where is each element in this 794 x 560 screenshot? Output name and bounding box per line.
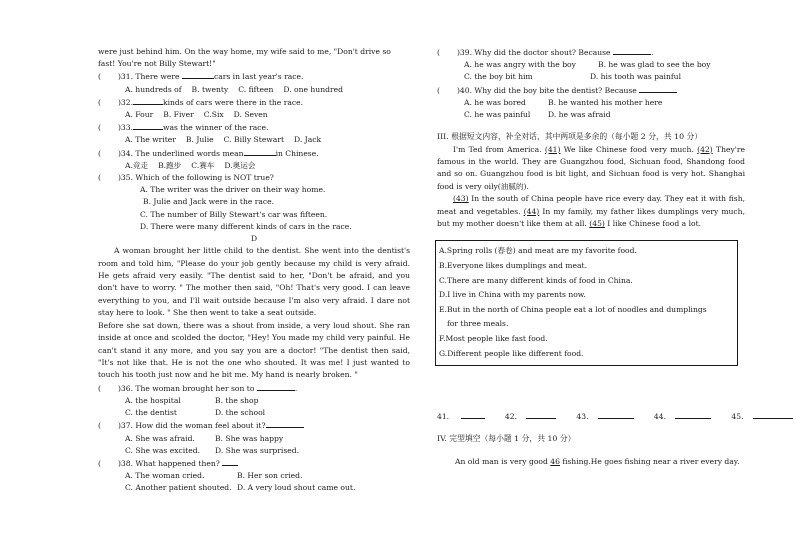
answer-blank[interactable] xyxy=(613,46,651,55)
answer-45-label: 45. xyxy=(731,412,744,422)
q40-options-row1 xyxy=(437,97,745,109)
option-a[interactable]: A. The writer xyxy=(125,135,176,145)
question-36: ( )36. The woman brought her son to . xyxy=(98,383,298,393)
passage-letter: D xyxy=(250,234,258,244)
answer-blank[interactable] xyxy=(133,121,163,130)
option-c[interactable]: C. Billy Stewart xyxy=(223,135,285,145)
blank-43[interactable]: (43) xyxy=(453,194,469,204)
question-35: ( )35. Which of the following is NOT true? xyxy=(98,173,274,183)
option-a[interactable]: A. The woman cried. xyxy=(125,471,205,481)
option-a[interactable]: A. he was bored xyxy=(464,97,526,107)
option-a[interactable]: A. hundreds of xyxy=(125,84,182,94)
passage-tail-line2: fast! You're not Billy Stewart!" xyxy=(98,59,216,69)
q35-option-a[interactable]: A. The writer was the driver on their way home. xyxy=(140,185,326,195)
option-d[interactable]: D. he was afraid xyxy=(548,110,611,120)
q38-options-row2 xyxy=(98,482,410,494)
question-40: ( )40. Why did the boy bite the dentist? Because xyxy=(437,84,745,97)
blank-46[interactable]: 46 xyxy=(550,456,560,466)
q37-options-row1 xyxy=(98,433,410,445)
option-c[interactable]: C. the dentist xyxy=(125,408,177,418)
answer-blank[interactable] xyxy=(222,457,238,466)
answer-42-field[interactable] xyxy=(526,410,556,419)
option-g: G.Different people like different food. xyxy=(439,348,584,358)
option-d[interactable]: D.奥运会 xyxy=(224,160,256,170)
question-32: ( )32. kinds of cars were there in the race. xyxy=(98,97,304,107)
q31-options xyxy=(98,84,410,96)
answer-blank[interactable] xyxy=(133,96,163,105)
q35-option-c[interactable]: C. The number of Billy Stewart's car was fifteen. xyxy=(140,209,328,219)
passage-tail-line1: were just behind him. On the way home, my wife said to me, "Don't drive so xyxy=(98,47,391,56)
left-column xyxy=(98,46,410,495)
option-d[interactable]: D. one hundred xyxy=(283,84,343,94)
option-b[interactable]: B. She was happy xyxy=(215,433,284,443)
section-3-title: III. 根据短文内容，补全对话，其中两项是多余的（每小题 2 分，共 10 分） xyxy=(437,132,703,142)
cloze-first-line: An old man is very good 46 fishing.He goes fishing near a river every day. xyxy=(455,456,740,466)
question-33: ( )33. was the winner of the race. xyxy=(98,123,269,133)
option-c[interactable]: C.赛车 xyxy=(191,160,215,170)
q36-options-row2 xyxy=(98,407,410,419)
q37-options-row2 xyxy=(98,445,410,457)
answer-blank[interactable] xyxy=(182,70,214,79)
option-d[interactable]: D. his tooth was painful xyxy=(590,72,682,82)
answer-42-label: 42. xyxy=(504,412,517,422)
option-c[interactable]: C.Six xyxy=(203,110,224,120)
option-c: C.There are many different kinds of food in China. xyxy=(439,275,633,285)
answer-row xyxy=(437,410,745,423)
question-38: ( )38. What happened then? xyxy=(98,457,410,470)
q34-options xyxy=(98,160,410,172)
answer-43-label: 43. xyxy=(576,412,589,422)
option-b[interactable]: B. Fiver xyxy=(163,110,194,120)
option-b[interactable]: B. he was glad to see the boy xyxy=(598,60,711,70)
blank-42[interactable]: (42) xyxy=(697,144,713,154)
q35-option-d[interactable]: D. There were many different kinds of cars in the race. xyxy=(140,221,352,231)
answer-44-label: 44. xyxy=(653,412,666,422)
question-34: ( )34. The underlined words mean in Chinese. xyxy=(98,148,319,158)
option-a[interactable]: A. She was afraid. xyxy=(125,433,195,443)
option-d[interactable]: D. the school xyxy=(215,408,266,418)
passage-d-paragraph-2: Before she sat down, there was a shout from inside, a very loud shout. She ran inside at once and scolded the doctor, "Hey! You made my child very painful. He can't stand it any more, and you say you are a doctor! "The dentist then said, "It's not like that. He is not the one who shouted. It was me! I just wanted to touch his tooth just now and he bit me. My hand is nearly broken. " xyxy=(98,320,410,380)
option-b[interactable]: B. twenty xyxy=(191,84,229,94)
q39-options-row1 xyxy=(437,59,745,71)
question-37: ( )37. How did the woman feel about it? xyxy=(98,419,410,432)
blank-41[interactable]: (41) xyxy=(544,144,561,154)
option-a[interactable]: A. he was angry with the boy xyxy=(464,60,576,70)
option-d: D.I live in China with my parents now. xyxy=(439,290,586,300)
answer-43-field[interactable] xyxy=(598,410,634,419)
section-3-paragraph-2: (43) In the south of China people have rice every day. They eat it with fish, meat and vegetables. (44) In my family, my father likes dumplings very much, but my mother doesn't like them at all. (45) I like Chinese food a lot. xyxy=(437,194,746,229)
option-c[interactable]: C. the boy bit him xyxy=(464,72,533,82)
blank-44[interactable]: (44) xyxy=(523,206,540,216)
section-3-paragraph-1: I'm Ted from America. (41) We like Chinese food very much. (42) They're famous in the world. They are Guangzhou food, Sichuan food, Shandong food and so on. Guangzhou food is bit light, and Sichuan food is very hot. Shanghai food is very oily(油腻的). xyxy=(437,144,745,191)
option-f: F.Most people like fast food. xyxy=(439,334,548,344)
answer-45-field[interactable] xyxy=(753,410,793,419)
answer-41-field[interactable] xyxy=(461,410,485,419)
option-d[interactable]: D. She was surprised. xyxy=(215,445,299,455)
option-b[interactable]: B. he wanted his mother here xyxy=(548,97,663,107)
q36-options-row1 xyxy=(98,395,410,407)
option-a[interactable]: A.竞走 xyxy=(125,160,149,170)
option-d[interactable]: D. Jack xyxy=(294,135,322,145)
answer-blank[interactable] xyxy=(244,147,276,156)
section-4-title: IV. 完型填空（每小题 1 分，共 10 分） xyxy=(437,434,576,444)
option-c[interactable]: C. Another patient shouted. xyxy=(125,483,232,493)
blank-45[interactable]: (45) xyxy=(589,219,605,229)
option-c[interactable]: C. he was painful xyxy=(464,110,531,120)
q32-options xyxy=(98,109,410,121)
passage-d-paragraph-1: A woman brought her little child to the dentist. She went into the dentist's room and told him, "Please do your job gently because my child is very afraid. He gets afraid very easily. "The dentist said to her, "Don't be afraid, and you don't have to worry. " The mother then said, "Oh! That's very good. I can leave everything to you, and I'll wait outside because I'm also very afraid. I dare not stay here to look. " She then went to take a seat outside. xyxy=(98,246,410,318)
option-e-continued: for three meals. xyxy=(447,319,509,329)
options-box xyxy=(435,240,738,366)
answer-blank[interactable] xyxy=(639,84,677,93)
option-d[interactable]: D. Seven xyxy=(233,110,268,120)
right-column xyxy=(437,46,745,468)
q40-options-row2 xyxy=(437,109,745,121)
question-31: ( )31. There were cars in last year's race. xyxy=(98,72,304,82)
q38-options-row1 xyxy=(98,470,410,482)
answer-blank[interactable] xyxy=(266,419,304,428)
option-b: B.Everyone likes dumplings and meat. xyxy=(439,261,587,271)
option-a[interactable]: A. Four xyxy=(125,110,154,120)
option-d[interactable]: D. A very loud shout came out. xyxy=(237,483,356,493)
option-b[interactable]: B. Her son cried. xyxy=(237,471,303,481)
option-a[interactable]: A. the hospital xyxy=(125,395,181,405)
option-e: E.But in the north of China people eat a lot of noodles and dumplings xyxy=(439,304,707,314)
answer-41-label: 41. xyxy=(437,412,450,422)
answer-blank[interactable] xyxy=(257,382,295,391)
q33-options xyxy=(98,134,410,146)
option-c[interactable]: C. She was excited. xyxy=(125,445,200,455)
option-b[interactable]: B. Julie xyxy=(185,135,214,145)
option-b[interactable]: B.跑步 xyxy=(158,160,182,170)
option-b[interactable]: B. the shop xyxy=(215,395,259,405)
option-c[interactable]: C. fifteen xyxy=(238,84,274,94)
q35-option-b[interactable]: B. Julie and Jack were in the race. xyxy=(143,197,275,207)
question-39: ( )39. Why did the doctor shout? Because . xyxy=(437,48,654,57)
answer-44-field[interactable] xyxy=(675,410,711,419)
q39-options-row2 xyxy=(437,71,745,83)
option-a: A.Spring rolls (春卷) and meat are my favorite food. xyxy=(439,246,637,256)
